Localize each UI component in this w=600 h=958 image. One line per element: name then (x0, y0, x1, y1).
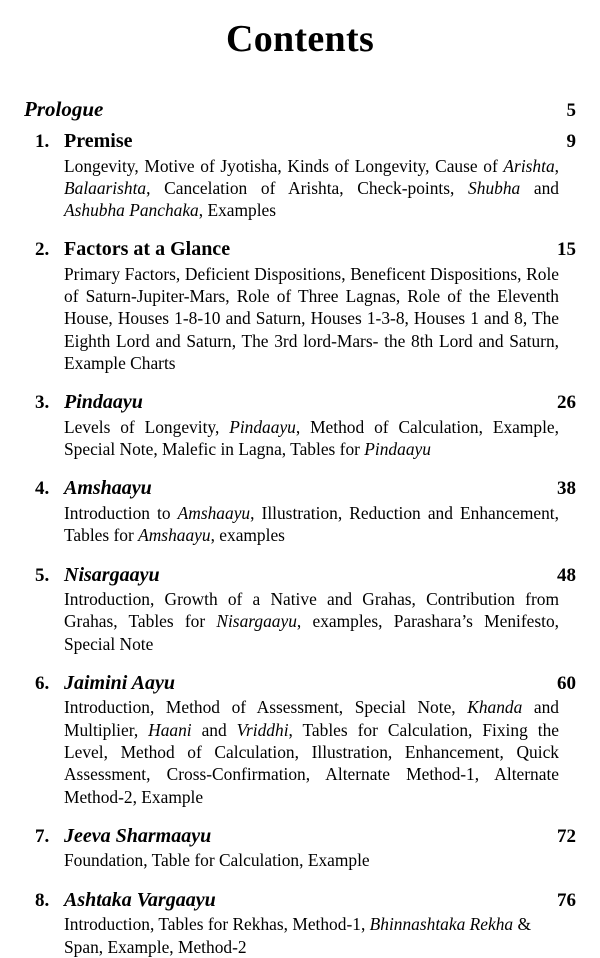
toc-entry-page-number: 48 (557, 564, 576, 586)
toc-entry[interactable] (24, 390, 576, 460)
toc-entry-prologue[interactable] (24, 97, 576, 123)
toc-entry-title: Amshaayu (64, 477, 152, 500)
toc-entry-description: Introduction, Growth of a Native and Grahas, Contribution from Grahas, Tables for Nisargaayu, examples, Parashara’s Menifesto, Special Note (64, 589, 559, 654)
toc-entry-title: Nisargaayu (64, 563, 160, 586)
toc-entry-number: 3. (35, 392, 50, 414)
toc-entry-page-number: 9 (566, 131, 576, 152)
toc-entry-number: 4. (35, 478, 50, 500)
toc-entry-list (24, 129, 576, 958)
toc-entry-title: Premise (64, 130, 133, 152)
toc-entry-description: Introduction, Method of Assessment, Special Note, Khanda and Multiplier, Haani and Vriddhi, Tables for Calculation, Fixing the Level, Method of Calculation, Illustration, Enhancement, Quick Assessment, Cross-Confirmation, Alternate Method-1, Alternate Method-2, Example (64, 697, 559, 807)
toc-entry-number: 5. (35, 564, 50, 586)
toc-entry-title: Pindaayu (64, 391, 143, 414)
toc-entry-description: Primary Factors, Deficient Dispositions, Beneficent Dispositions, Role of Saturn-Jupiter-Mars, Role of Three Lagnas, Role of the Eleventh House, Houses 1-8-10 and Saturn, Houses 1-3-8, Houses 1 and 8, The Eighth Lord and Saturn, The 3rd lord-Mars- the 8th Lord and Saturn, Example Charts (64, 263, 559, 374)
toc-entry[interactable] (24, 563, 576, 655)
toc-entry-number: 1. (35, 131, 50, 152)
prologue-page-number: 5 (566, 100, 576, 121)
prologue-label: Prologue (24, 97, 104, 121)
toc-entry-description: Longevity, Motive of Jyotisha, Kinds of Longevity, Cause of Arishta, Balaarishta, Cancelation of Arishta, Check-points, Shubha and Ashubha Panchaka, Examples (64, 155, 559, 221)
toc-entry-description: Levels of Longevity, Pindaayu, Method of Calculation, Example, Special Note, Malefic in Lagna, Tables for Pindaayu (64, 416, 560, 460)
toc-entry[interactable] (24, 476, 576, 546)
toc-entry-number: 7. (35, 825, 50, 847)
toc-entry-number: 2. (35, 239, 50, 261)
toc-entry-header[interactable] (35, 129, 576, 154)
table-of-contents (0, 97, 600, 958)
toc-entry-page-number: 26 (557, 392, 576, 414)
toc-entry-page-number: 76 (557, 889, 576, 911)
toc-entry-page-number: 15 (557, 239, 576, 261)
toc-entry-page-number: 72 (557, 825, 576, 847)
toc-entry[interactable] (24, 824, 576, 872)
toc-entry-description: Foundation, Table for Calculation, Example (64, 850, 370, 871)
toc-entry-header[interactable] (35, 824, 576, 849)
toc-entry-header[interactable] (35, 888, 576, 913)
toc-entry-number: 8. (35, 889, 50, 911)
toc-entry[interactable] (24, 129, 576, 221)
page-title: Contents (225, 18, 375, 60)
toc-entry-number: 6. (35, 672, 50, 694)
toc-entry-header[interactable] (35, 671, 576, 696)
toc-entry-page-number: 60 (557, 672, 576, 694)
toc-entry-title: Factors at a Glance (64, 238, 231, 261)
toc-entry-page-number: 38 (557, 478, 576, 500)
toc-entry-title: Jaimini Aayu (64, 671, 175, 694)
toc-entry[interactable] (24, 237, 576, 374)
toc-entry-header[interactable] (35, 476, 576, 501)
toc-entry-header[interactable] (35, 563, 576, 588)
toc-entry-description: Introduction to Amshaayu, Illustration, Reduction and Enhancement, Tables for Amshaayu, examples (64, 502, 559, 546)
toc-entry-title: Jeeva Sharmaayu (64, 824, 212, 847)
toc-entry-header[interactable] (35, 390, 576, 415)
toc-entry-title: Ashtaka Vargaayu (64, 888, 216, 911)
toc-entry-header[interactable] (35, 237, 576, 262)
toc-entry[interactable] (24, 888, 576, 958)
toc-entry[interactable] (24, 671, 576, 808)
toc-entry-description: Introduction, Tables for Rekhas, Method-1, Bhinnashtaka Rekha & Span, Example, Method-2 (64, 914, 531, 957)
